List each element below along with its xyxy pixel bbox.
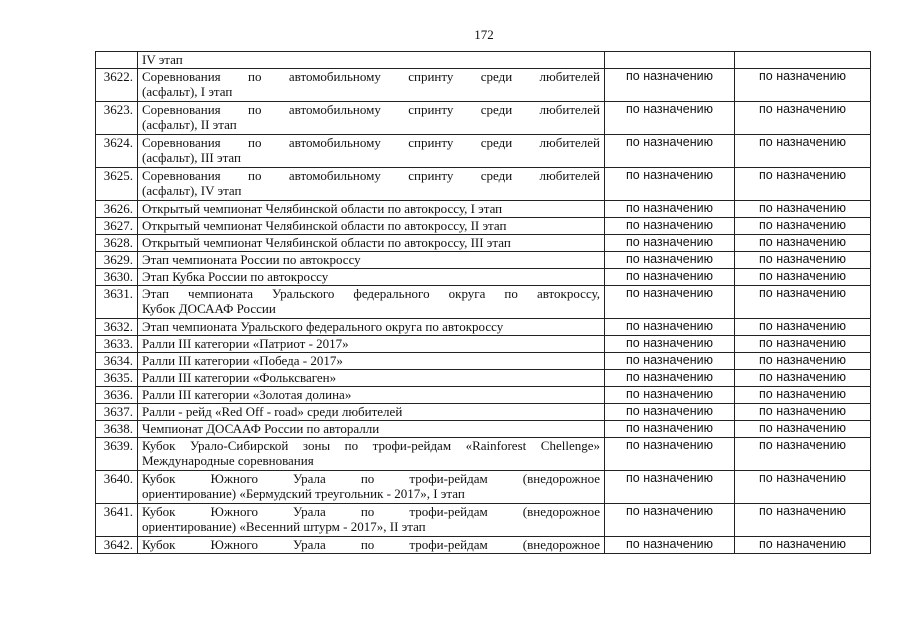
table-row — [96, 102, 871, 135]
table-row — [96, 353, 871, 370]
description-line: Кубок Урало-Сибирской зоны по трофи-рейдам «Rainforest Chellenge» — [142, 438, 600, 453]
date-cell — [605, 52, 735, 69]
place-cell: по назначению — [735, 537, 871, 554]
event-description: Ралли - рейд «Red Off - road» среди любителей — [138, 404, 605, 421]
description-line: Этап чемпионата Уральского федерального округа по автокроссу, — [142, 286, 600, 301]
place-cell — [735, 52, 871, 69]
table-row — [96, 235, 871, 252]
event-description: Ралли III категории «Фольксваген» — [138, 370, 605, 387]
row-number: 3633. — [96, 336, 138, 353]
date-cell: по назначению — [605, 438, 735, 471]
date-cell: по назначению — [605, 353, 735, 370]
date-cell: по назначению — [605, 404, 735, 421]
event-description: Открытый чемпионат Челябинской области по автокроссу, II этап — [138, 218, 605, 235]
date-cell: по назначению — [605, 235, 735, 252]
row-number — [96, 52, 138, 69]
row-number: 3623. — [96, 102, 138, 135]
date-cell: по назначению — [605, 421, 735, 438]
row-number: 3628. — [96, 235, 138, 252]
event-description — [138, 286, 605, 319]
place-cell: по назначению — [735, 471, 871, 504]
event-description: Этап Кубка России по автокроссу — [138, 269, 605, 286]
place-cell: по назначению — [735, 218, 871, 235]
description-line: Соревнования по автомобильному спринту среди любителей — [142, 102, 600, 117]
page-number: 172 — [474, 27, 494, 42]
event-description — [138, 135, 605, 168]
place-cell: по назначению — [735, 370, 871, 387]
event-description: Этап чемпионата России по автокроссу — [138, 252, 605, 269]
place-cell: по назначению — [735, 438, 871, 471]
row-number: 3641. — [96, 504, 138, 537]
date-cell: по назначению — [605, 218, 735, 235]
table-row — [96, 421, 871, 438]
place-cell: по назначению — [735, 286, 871, 319]
description-line: ориентирование) «Весенний штурм - 2017», II этап — [142, 519, 426, 534]
place-cell: по назначению — [735, 269, 871, 286]
date-cell: по назначению — [605, 537, 735, 554]
date-cell: по назначению — [605, 269, 735, 286]
table-row — [96, 269, 871, 286]
events-table — [95, 51, 871, 554]
row-number: 3639. — [96, 438, 138, 471]
place-cell: по назначению — [735, 504, 871, 537]
table-row — [96, 537, 871, 554]
date-cell: по назначению — [605, 370, 735, 387]
table-row — [96, 135, 871, 168]
description-line: Кубок Южного Урала по трофи-рейдам (внедорожное — [142, 504, 600, 519]
row-number: 3624. — [96, 135, 138, 168]
place-cell: по назначению — [735, 235, 871, 252]
place-cell: по назначению — [735, 319, 871, 336]
description-line: (асфальт), IV этап — [142, 183, 242, 198]
table-row — [96, 438, 871, 471]
row-number: 3642. — [96, 537, 138, 554]
description-line: Кубок ДОСААФ России — [142, 301, 276, 316]
description-line: Кубок Южного Урала по трофи-рейдам (внедорожное — [142, 471, 600, 486]
row-number: 3640. — [96, 471, 138, 504]
date-cell: по назначению — [605, 102, 735, 135]
table-row — [96, 471, 871, 504]
event-description — [138, 102, 605, 135]
date-cell: по назначению — [605, 504, 735, 537]
date-cell: по назначению — [605, 336, 735, 353]
event-description: Ралли III категории «Золотая долина» — [138, 387, 605, 404]
place-cell: по назначению — [735, 387, 871, 404]
date-cell: по назначению — [605, 135, 735, 168]
place-cell: по назначению — [735, 404, 871, 421]
description-line: Соревнования по автомобильному спринту среди любителей — [142, 168, 600, 183]
place-cell: по назначению — [735, 69, 871, 102]
date-cell: по назначению — [605, 69, 735, 102]
row-number: 3635. — [96, 370, 138, 387]
description-line: Соревнования по автомобильному спринту среди любителей — [142, 69, 600, 84]
row-number: 3636. — [96, 387, 138, 404]
event-description — [138, 504, 605, 537]
row-number: 3627. — [96, 218, 138, 235]
event-description: Ралли III категории «Патриот - 2017» — [138, 336, 605, 353]
description-line: Соревнования по автомобильному спринту среди любителей — [142, 135, 600, 150]
event-description: Открытый чемпионат Челябинской области по автокроссу, III этап — [138, 235, 605, 252]
table-row — [96, 52, 871, 69]
table-row — [96, 286, 871, 319]
table-row — [96, 201, 871, 218]
row-number: 3626. — [96, 201, 138, 218]
description-line: (асфальт), I этап — [142, 84, 233, 99]
place-cell: по назначению — [735, 252, 871, 269]
description-line: (асфальт), II этап — [142, 117, 237, 132]
place-cell: по назначению — [735, 336, 871, 353]
date-cell: по назначению — [605, 319, 735, 336]
date-cell: по назначению — [605, 286, 735, 319]
place-cell: по назначению — [735, 102, 871, 135]
event-description — [138, 438, 605, 471]
event-description: Этап чемпионата Уральского федерального округа по автокроссу — [138, 319, 605, 336]
table-row — [96, 69, 871, 102]
event-description: Кубок Южного Урала по трофи-рейдам (внедорожное — [138, 537, 605, 554]
table-row — [96, 504, 871, 537]
row-number: 3638. — [96, 421, 138, 438]
row-number: 3630. — [96, 269, 138, 286]
table-row — [96, 387, 871, 404]
row-number: 3629. — [96, 252, 138, 269]
place-cell: по назначению — [735, 168, 871, 201]
table-row — [96, 336, 871, 353]
date-cell: по назначению — [605, 471, 735, 504]
row-number: 3622. — [96, 69, 138, 102]
row-number: 3632. — [96, 319, 138, 336]
event-description: Ралли III категории «Победа - 2017» — [138, 353, 605, 370]
description-line: ориентирование) «Бермудский треугольник - 2017», I этап — [142, 486, 465, 501]
table-row — [96, 370, 871, 387]
row-number: 3634. — [96, 353, 138, 370]
event-description — [138, 471, 605, 504]
date-cell: по назначению — [605, 252, 735, 269]
event-description — [138, 69, 605, 102]
place-cell: по назначению — [735, 421, 871, 438]
table-row — [96, 218, 871, 235]
date-cell: по назначению — [605, 168, 735, 201]
table-row — [96, 319, 871, 336]
event-description: Чемпионат ДОСААФ России по авторалли — [138, 421, 605, 438]
event-description — [138, 168, 605, 201]
table-row — [96, 168, 871, 201]
row-number: 3637. — [96, 404, 138, 421]
row-number: 3631. — [96, 286, 138, 319]
date-cell: по назначению — [605, 387, 735, 404]
description-line: Международные соревнования — [142, 453, 314, 468]
event-description: IV этап — [138, 52, 605, 69]
table-row — [96, 252, 871, 269]
event-description: Открытый чемпионат Челябинской области по автокроссу, I этап — [138, 201, 605, 218]
place-cell: по назначению — [735, 201, 871, 218]
row-number: 3625. — [96, 168, 138, 201]
place-cell: по назначению — [735, 353, 871, 370]
place-cell: по назначению — [735, 135, 871, 168]
description-line: (асфальт), III этап — [142, 150, 241, 165]
date-cell: по назначению — [605, 201, 735, 218]
table-row — [96, 404, 871, 421]
